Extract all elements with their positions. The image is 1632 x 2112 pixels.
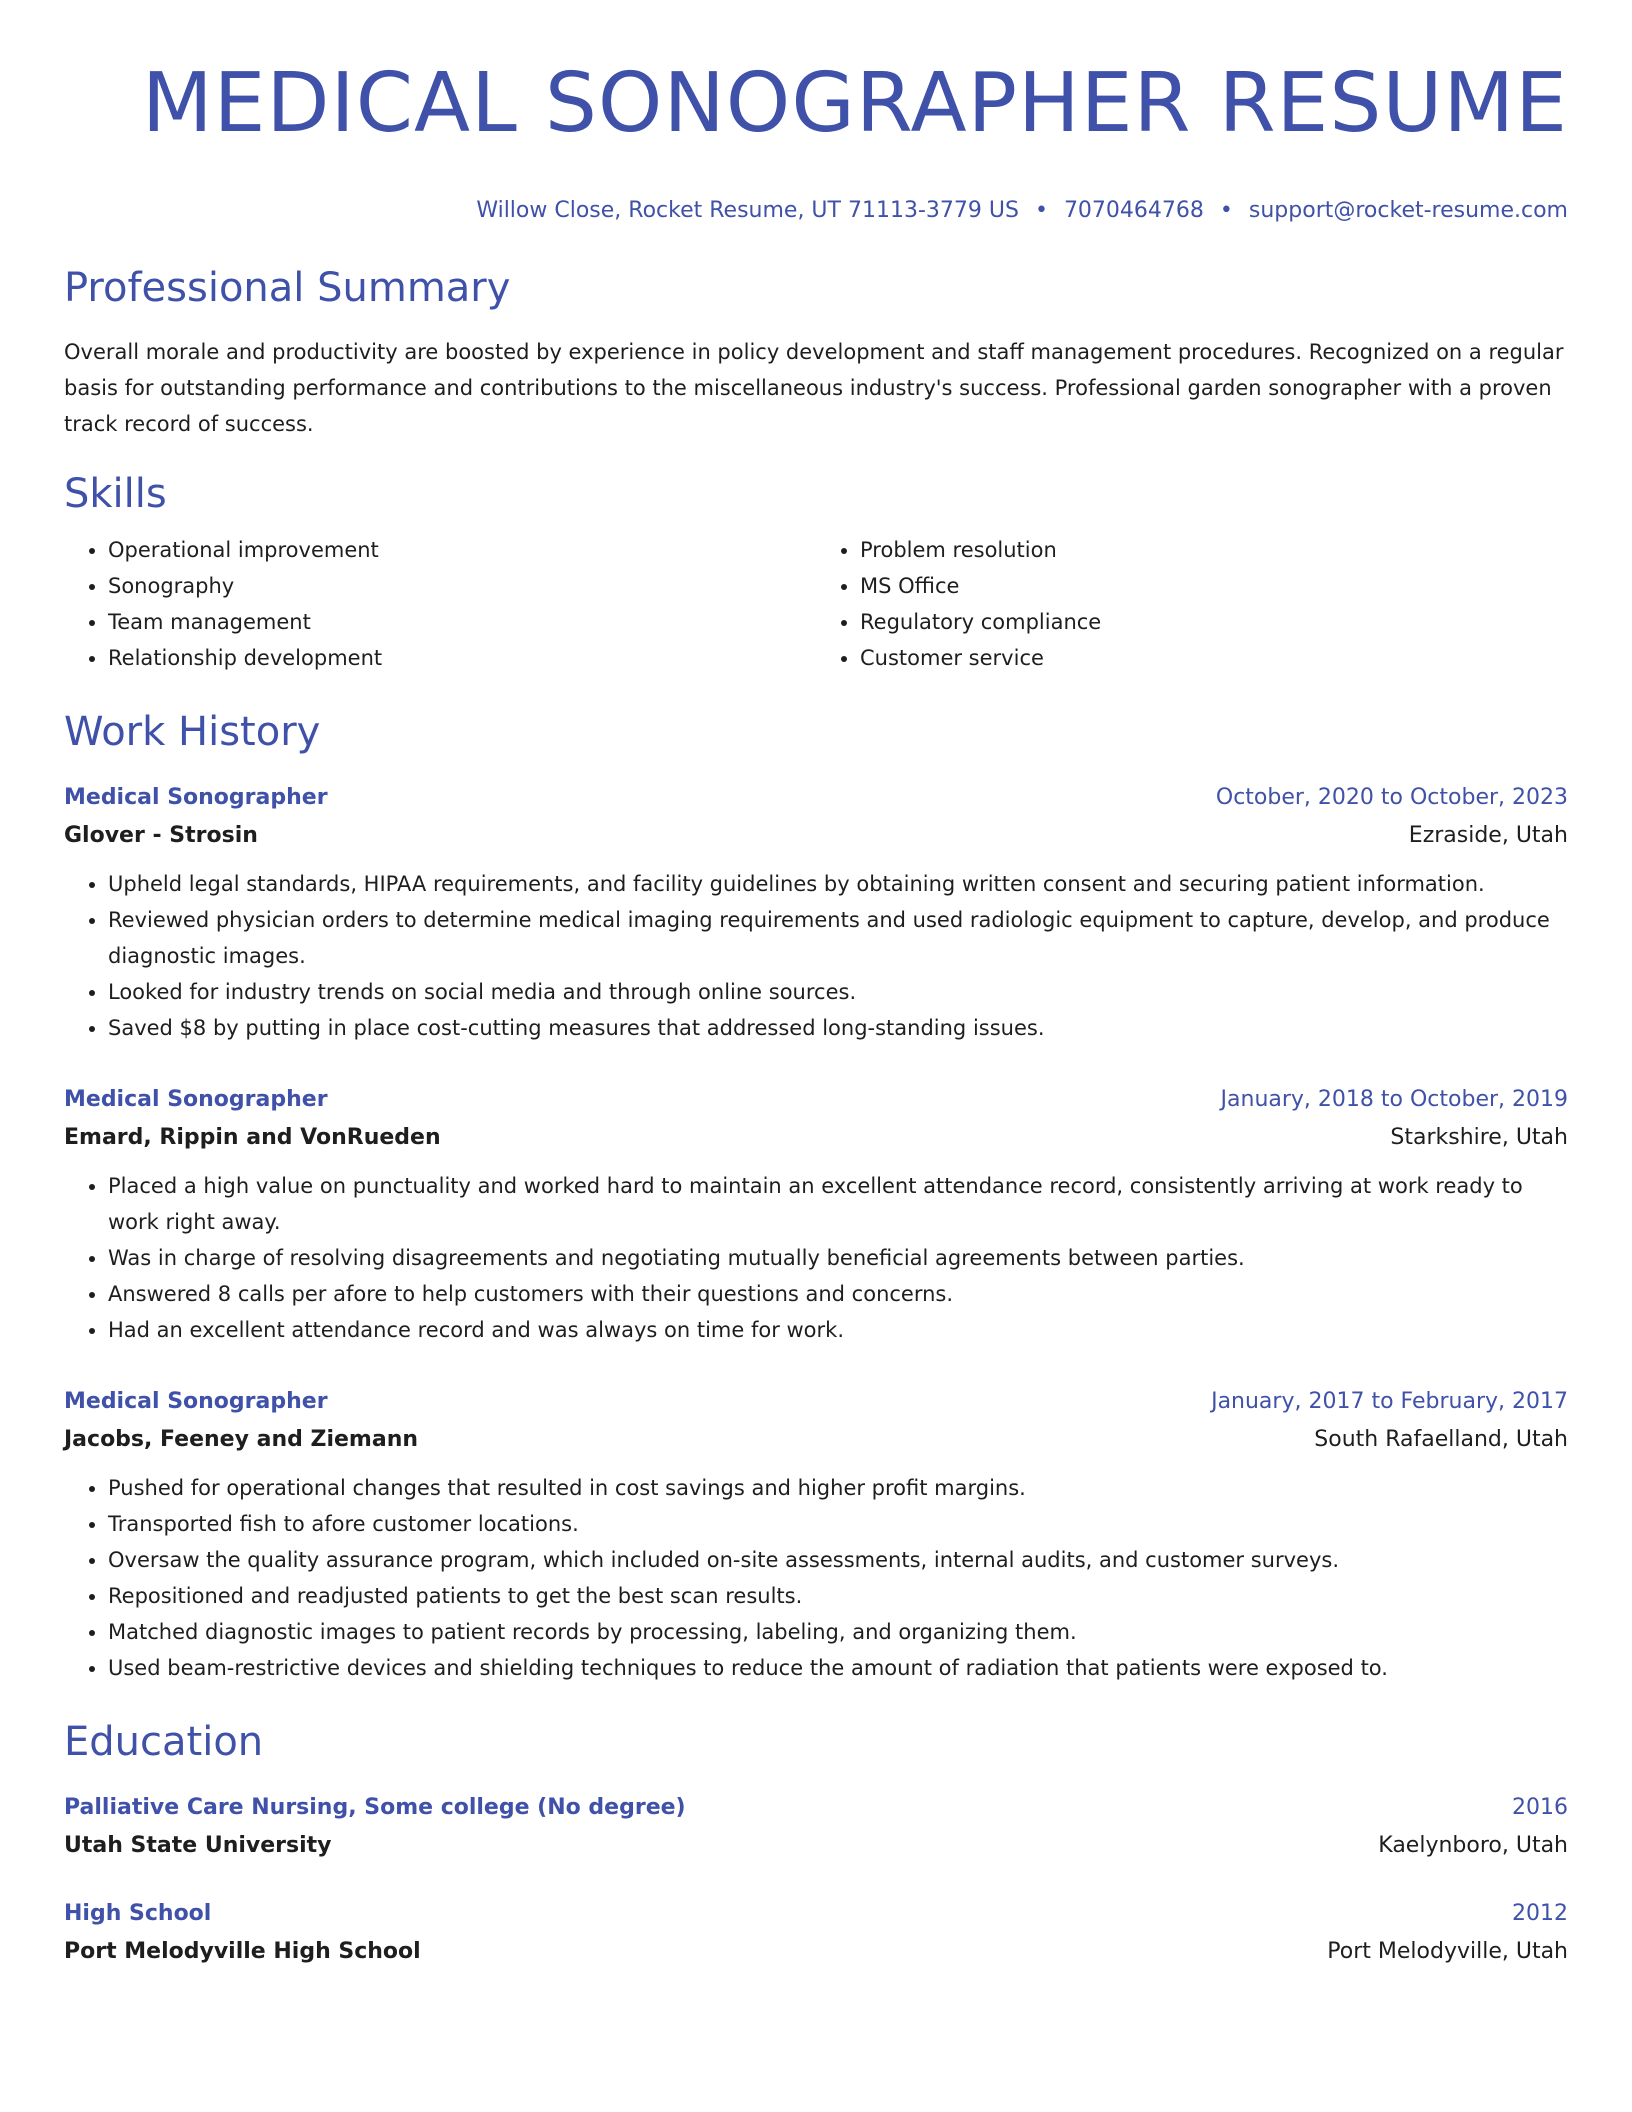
work-history-heading: Work History xyxy=(64,709,321,755)
summary-text: Overall morale and productivity are boosted by experience in policy development and staff management procedures. Recognized on a regular basis for outstanding performance and contributions to the miscellaneous industry's success. Professional garden sonographer with a proven track record of success. xyxy=(64,340,1564,436)
job-location: Starkshire, Utah xyxy=(1390,1125,1568,1150)
job-bullet: • Had an excellent attendance record and was always on time for work. xyxy=(108,1312,1568,1348)
skill-item: • Problem resolution xyxy=(860,532,1568,568)
education-section xyxy=(64,1716,1568,1972)
job-bullet: • Was in charge of resolving disagreements and negotiating mutually beneficial agreements between parties. xyxy=(108,1240,1568,1276)
resume-header xyxy=(64,0,1568,226)
contact-phone: 7070464768 xyxy=(1063,198,1204,223)
education-entry xyxy=(64,1790,1568,1866)
skill-item: • Operational improvement xyxy=(108,532,816,568)
education-degree: High School xyxy=(64,1901,212,1926)
job-bullet: • Placed a high value on punctuality and worked hard to maintain an excellent attendance record, consistently arriving at work ready to work right away. xyxy=(108,1168,1568,1240)
resume-title: MEDICAL SONOGRAPHER RESUME xyxy=(141,56,1568,151)
job-bullet: • Matched diagnostic images to patient records by processing, labeling, and organizing them. xyxy=(108,1614,1568,1650)
contact-address: Willow Close, Rocket Resume, UT 71113-3779 US xyxy=(476,198,1019,223)
job-location: South Rafaelland, Utah xyxy=(1314,1427,1568,1452)
education-degree: Palliative Care Nursing, Some college (No degree) xyxy=(64,1795,686,1820)
education-school-row xyxy=(64,1826,1568,1866)
job-bullets xyxy=(64,1470,1568,1686)
job-role: Medical Sonographer xyxy=(64,1389,328,1414)
job-employer-row xyxy=(64,816,1568,856)
job-location: Ezraside, Utah xyxy=(1408,823,1568,848)
education-degree-row xyxy=(64,1896,1568,1932)
education-school: Utah State University xyxy=(64,1833,332,1858)
job-title-row xyxy=(64,780,1568,816)
job-role: Medical Sonographer xyxy=(64,785,328,810)
education-school: Port Melodyville High School xyxy=(64,1939,421,1964)
work-history-section xyxy=(64,706,1568,1686)
education-year: 2016 xyxy=(1512,1795,1568,1820)
skills-heading: Skills xyxy=(64,471,167,517)
education-entry xyxy=(64,1896,1568,1972)
skill-item: • Relationship development xyxy=(108,640,816,676)
summary-section xyxy=(64,262,1568,442)
skill-item: • Team management xyxy=(108,604,816,640)
job-bullets xyxy=(64,1168,1568,1348)
contact-email: support@rocket-resume.com xyxy=(1248,198,1568,223)
job-dates: January, 2018 to October, 2019 xyxy=(1220,1087,1568,1112)
job-title-row xyxy=(64,1082,1568,1118)
summary-heading: Professional Summary xyxy=(64,265,511,311)
job-employer: Jacobs, Feeney and Ziemann xyxy=(64,1427,419,1452)
job-dates: January, 2017 to February, 2017 xyxy=(1211,1389,1568,1414)
job-bullet: • Used beam-restrictive devices and shielding techniques to reduce the amount of radiation that patients were exposed to. xyxy=(108,1650,1568,1686)
education-heading: Education xyxy=(64,1719,264,1765)
job-bullet: • Upheld legal standards, HIPAA requirements, and facility guidelines by obtaining written consent and securing patient information. xyxy=(108,866,1568,902)
skills-column-right xyxy=(816,532,1568,676)
job-bullet: • Oversaw the quality assurance program, which included on-site assessments, internal audits, and customer surveys. xyxy=(108,1542,1568,1578)
job-title-row xyxy=(64,1384,1568,1420)
job-role: Medical Sonographer xyxy=(64,1087,328,1112)
skill-item: • Customer service xyxy=(860,640,1568,676)
contact-separator: • xyxy=(1219,198,1233,223)
education-degree-row xyxy=(64,1790,1568,1826)
job-employer-row xyxy=(64,1420,1568,1460)
job-entry xyxy=(64,1082,1568,1348)
skill-item: • Sonography xyxy=(108,568,816,604)
job-bullet: • Pushed for operational changes that resulted in cost savings and higher profit margins. xyxy=(108,1470,1568,1506)
skill-item: • Regulatory compliance xyxy=(860,604,1568,640)
skill-item: • MS Office xyxy=(860,568,1568,604)
job-employer-row xyxy=(64,1118,1568,1158)
job-dates: October, 2020 to October, 2023 xyxy=(1215,785,1568,810)
job-bullet: • Saved $8 by putting in place cost-cutting measures that addressed long-standing issues. xyxy=(108,1010,1568,1046)
skills-column-left xyxy=(64,532,816,676)
job-bullet: • Transported fish to afore customer locations. xyxy=(108,1506,1568,1542)
job-entry xyxy=(64,780,1568,1046)
education-location: Kaelynboro, Utah xyxy=(1378,1833,1568,1858)
skills-section xyxy=(64,468,1568,676)
job-entry xyxy=(64,1384,1568,1686)
job-bullets xyxy=(64,866,1568,1046)
job-bullet: • Answered 8 calls per afore to help customers with their questions and concerns. xyxy=(108,1276,1568,1312)
education-year: 2012 xyxy=(1512,1901,1568,1926)
job-bullet: • Looked for industry trends on social media and through online sources. xyxy=(108,974,1568,1010)
education-school-row xyxy=(64,1932,1568,1972)
job-bullet: • Repositioned and readjusted patients to get the best scan results. xyxy=(108,1578,1568,1614)
job-employer: Emard, Rippin and VonRueden xyxy=(64,1125,441,1150)
contact-separator: • xyxy=(1034,198,1048,223)
job-bullet: • Reviewed physician orders to determine medical imaging requirements and used radiologic equipment to capture, develop, and produce diagnostic images. xyxy=(108,902,1568,974)
skills-grid xyxy=(64,532,1568,676)
education-location: Port Melodyville, Utah xyxy=(1327,1939,1568,1964)
contact-line xyxy=(64,196,1568,226)
job-employer: Glover - Strosin xyxy=(64,823,258,848)
